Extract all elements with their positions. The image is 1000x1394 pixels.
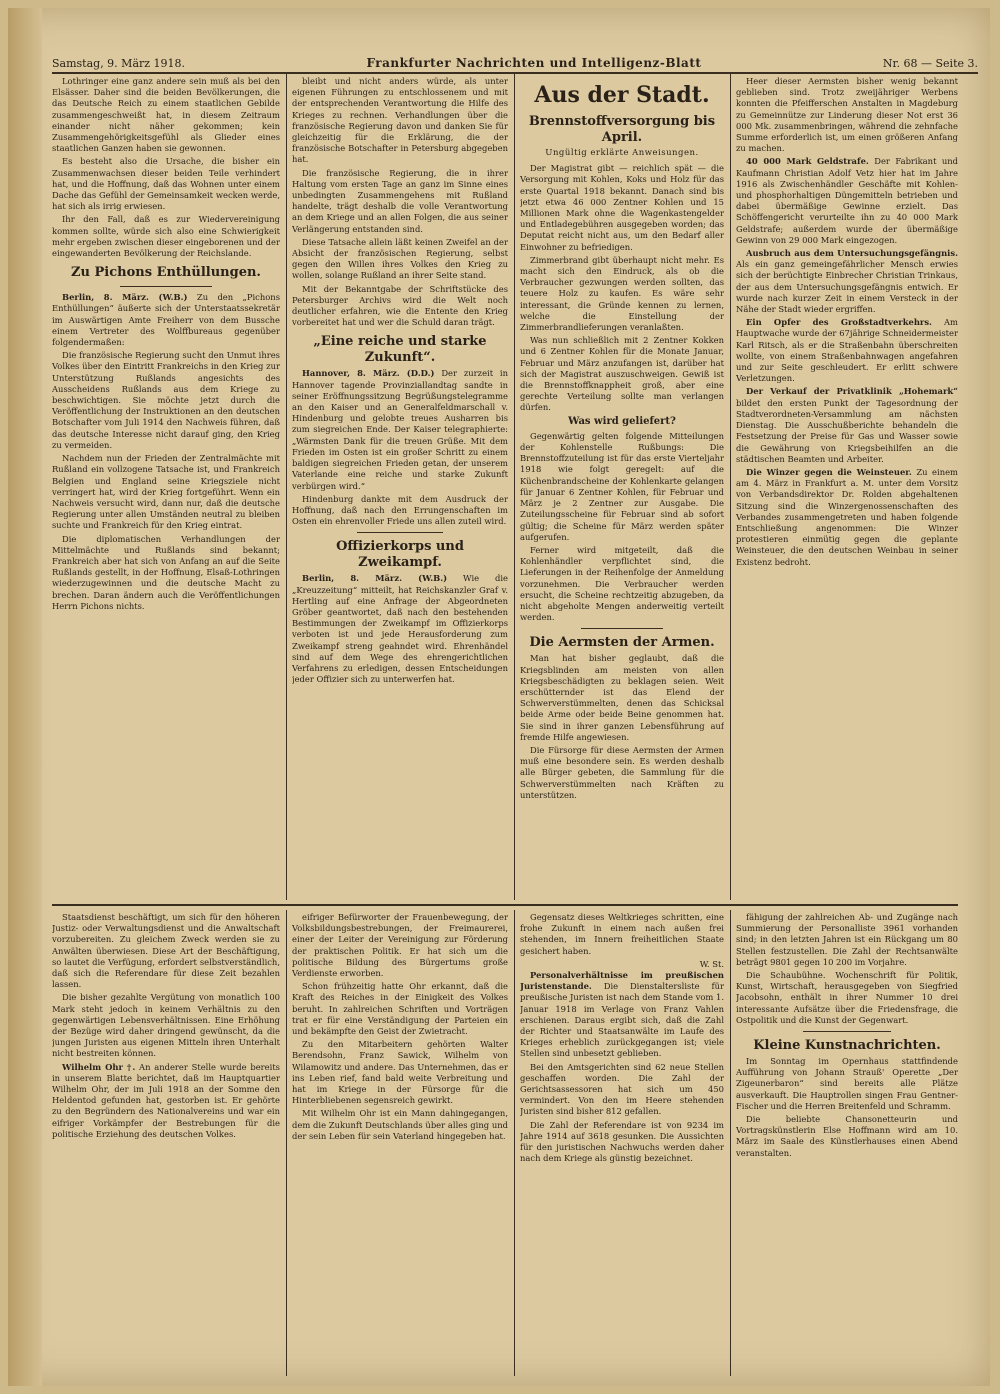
separator xyxy=(581,628,663,629)
inline-heading: Personalverhältnisse im preußischen Juristenstande. xyxy=(520,970,724,992)
dateline: Berlin, 8. März. (W.B.) xyxy=(302,573,448,584)
paragraph: Die Dienstaltersliste für preußische Juristen ist nach dem Stande vom 1. Januar 1918 im Verlage von Franz Vahlen erschienen. Daraus ergibt sich, daß die Zahl der Richter und Staatsanwälte im Laufe des Krieges erheblich zurückgegangen ist; viele Stellen sind unbesetzt geblieben. xyxy=(520,981,724,1059)
paragraph: Schon frühzeitig hatte Ohr erkannt, daß die Kraft des Reiches in der Einigkeit des Volkes beruht. In zahlreichen Schriften und Vorträgen trat er für eine Verständigung der Parteien ein und bekämpfte den Geist der Zwietracht. xyxy=(292,981,508,1037)
article-subheading: Ungültig erklärte Anweisungen. xyxy=(545,148,699,158)
paragraph: Die französische Regierung, die in ihrer Haltung vom ersten Tage an ganz im Sinne eines unbedingten Zusammengehens mit Rußland handelte, trägt deshalb die volle Verantwortung an dem Kriege und an allen Folgen, die aus seiner Verlängerung entstanden sind. xyxy=(292,167,508,234)
paragraph: bildet den ersten Punkt der Tagesordnung der Stadtverordneten-Versammlung am nächsten Dienstag. Die Ausschußberichte behandeln die Festsetzung der Preise für Gas und Wasser sowie die Gewährung von Kriegsbeihilfen an die städtischen Beamten und Arbeiter. xyxy=(736,397,958,464)
article-heading: Die Aermsten der Armen. xyxy=(529,635,715,651)
paragraph: Die Schaubühne. Wochenschrift für Politik, Kunst, Wirtschaft, herausgegeben von Siegfried Jacobsohn, enthält in ihrer Nummer 10 drei interessante Aufsätze über die Friedensfrage, die Ostpolitik und die Kunst der Gegenwart. xyxy=(736,970,958,1025)
separator xyxy=(357,532,443,533)
article-heading: Brennstoffversorgung bis April. xyxy=(528,114,716,145)
paragraph: Im Sonntag im Opernhaus stattfindende Aufführung von Johann Strauß' Operette „Der Zigeunerbaron“ sind bereits alle Plätze ausverkauft. Die Hauptrollen singen Frau Gentner-Fischer und die Herren Breitenfeld und Schramm. xyxy=(736,1056,958,1111)
masthead: Frankfurter Nachrichten und Intelligenz-Blatt xyxy=(366,56,702,70)
paragraph: eifriger Befürworter der Frauenbewegung, der Volksbildungsbestrebungen, der Freimaurerei, einer der Leiter der Vereinigung zur Förderung der praktischen Politik. Er hat sich um die politische Bildung des Bürgertums große Verdienste erworben. xyxy=(292,912,508,979)
column-rule xyxy=(514,910,515,1376)
header-issue: Nr. 68 — Seite 3. xyxy=(882,57,978,70)
lower-column-3 xyxy=(520,912,724,1376)
paragraph: Man hat bisher geglaubt, daß die Kriegsblinden am meisten von allen Kriegsbeschädigten zu beklagen seien. Weit erschütternder ist das Elend der Schwerverstümmelten, denen das Schicksal beide Arme oder beide Beine genommen hat. Sie sind in ihrer ganzen Lebensführung auf fremde Hilfe angewiesen. xyxy=(520,653,724,742)
page-header xyxy=(52,48,978,74)
column-2 xyxy=(292,76,508,898)
lower-column-2 xyxy=(292,912,508,1376)
column-rule xyxy=(286,910,287,1376)
column-1 xyxy=(52,76,280,898)
column-rule xyxy=(514,74,515,900)
paragraph: Was nun schließlich mit 2 Zentner Kokken und 6 Zentner Kohlen für die Monate Januar, Februar und März anzufangen ist, darüber hat sich der Magistrat auszuschweigen. Gewiß ist die Brennstoffknappheit groß, aber eine gerechte Verteilung sollte man verlangen dürfen. xyxy=(520,335,724,413)
paragraph: Der Fabrikant und Kaufmann Christian Adolf Vetz hier hat im Jahre 1916 als Zwischenhändler Geschäfte mit Kohlen- und phosphorhaltigen Düngemitteln betrieben und dabei übermäßige Gewinne erzielt. Das Schöffengericht verurteilte ihn zu 40 000 Mark Geldstrafe; außerdem wurde der übermäßige Gewinn von 29 000 Mark eingezogen. xyxy=(736,156,958,245)
article-heading: Kleine Kunstnachrichten. xyxy=(753,1038,941,1054)
binding-edge xyxy=(8,8,42,1386)
article-heading: Zu Pichons Enthüllungen. xyxy=(71,265,261,281)
dateline: Berlin, 8. März. (W.B.) xyxy=(62,292,188,303)
paragraph: Zimmerbrand gibt überhaupt nicht mehr. Es macht sich den Eindruck, als ob die Verbraucher gezwungen werden sollten, das teuere Holz zu kaufen. Es wäre sehr interessant, die Gründe kennen zu lernen, welche die Einstellung der Zimmerbrandlieferungen veranlaßten. xyxy=(520,254,724,333)
paragraph: Die französische Regierung sucht den Unmut ihres Volkes über den Eintritt Frankreichs in den Krieg zur Unterstützung Rußlands angesichts des Ausscheidens Rußlands aus dem Kriege zu beschwichtigen. Sie möchte jetzt durch die Veröffentlichung der Instruktionen an den deutschen Botschafter vom Juli 1914 den Nachweis führen, daß das deutsche Interesse nicht darauf ging, den Krieg zu vermeiden. xyxy=(52,350,280,450)
paragraph: Die bisher gezahlte Vergütung von monatlich 100 Mark steht jedoch in keinem Verhältnis zu den gegenwärtigen Lebensverhältnissen. Eine Erhöhung der Bezüge wird daher dringend gewünscht, da die jungen Juristen aus eigenen Mitteln ihren Unterhalt nicht bestreiten können. xyxy=(52,992,280,1059)
paragraph: Gegensatz dieses Weltkrieges schritten, eine frohe Zukunft in einem nach außen frei stehenden, im Innern freiheitlichen Staate gesichert haben. xyxy=(520,912,724,956)
paragraph: Mit Wilhelm Ohr ist ein Mann dahingegangen, dem die Zukunft Deutschlands über alles ging und der sein Leben für sein Vaterland hingegeben hat. xyxy=(292,1108,508,1141)
lower-column-4 xyxy=(736,912,958,1376)
paragraph: Wie die „Kreuzzeitung“ mitteilt, hat Reichskanzler Graf v. Hertling auf eine Anfrage der Abgeordneten Gröber geantwortet, daß nach den bestehenden Bestimmungen der Zweikampf im Offizierkorps verboten ist und jede Herausforderung zum Zweikampf streng geahndet wird. Ehrenhändel sind auf dem Wege des ehrengerichtlichen Verfahrens zu erledigen, dessen Entscheidungen jeder Offizier sich zu unterwerfen hat. xyxy=(292,573,508,685)
paragraph: Ihr den Fall, daß es zur Wiedervereinigung kommen sollte, würde sich also eine Schwierigkeit mehr ergeben zwischen dieser eingeborenen und der eingewanderten Bevölkerung der Reichslande. xyxy=(52,214,280,259)
article-heading: „Eine reiche und starke Zukunft“. xyxy=(313,334,487,366)
paragraph: Ferner wird mitgeteilt, daß die Kohlenhändler verpflichtet sind, die Lieferungen in der Reihenfolge der Anmeldung vorzunehmen. Die Verbraucher werden ersucht, die Scheine rechtzeitig abzugeben, da nicht abgeholte Mengen anderweitig verteilt werden. xyxy=(520,544,724,623)
paragraph: Heer dieser Aermsten bisher wenig bekannt geblieben sind. Trotz zweijähriger Werbens konnten die Pfeifferschen Anstalten in Magdeburg zu Gemeinnütze zur Linderung dieser Not erst 36 000 Mk. zusammenbringen, während die zehnfache Summe erforderlich ist, um einen größeren Anfang zu machen. xyxy=(736,76,958,154)
column-rule xyxy=(286,74,287,900)
inline-heading: Der Verkauf der Privatklinik „Hohemark“ xyxy=(746,386,958,397)
paragraph: Nachdem nun der Frieden der Zentralmächte mit Rußland ein vollzogene Tatsache ist, und Frankreich Belgien und England seine Kriegsziele nicht verringert hat, wird der Krieg fortgeführt. Wenn ein Nachweis versucht wird, dann nur, daß die deutsche Regierung unter allen Umständen neutral zu bleiben suchte und Frankreich für den Krieg eintrat. xyxy=(52,453,280,531)
inline-heading: Wilhelm Ohr †. xyxy=(62,1061,136,1072)
paragraph: bleibt und nicht anders würde, als unter eigenen Führungen zu entschlossenem und mit der entsprechenden Verantwortung die Hilfe des Krieges zu rechnen. Verhandlungen über die französische Regierung davon und danken Sie für gleichzeitig für die Erklärung, die der französische Botschafter in Petersburg abgegeben hat. xyxy=(292,76,508,165)
inline-heading: Ein Opfer des Großstadtverkehrs. xyxy=(746,317,932,328)
paragraph: Gegenwärtig gelten folgende Mitteilungen der Kohlenstelle Rußbungs: Die Brennstoffzuteilung ist für das erste Vierteljahr 1918 wie folgt geregelt: auf die Küchenbrandscheine der Kohlenkarte gelangen für Januar 6 Zentner Kohlen, für Februar und März je 2 Zentner zur Ausgabe. Die Zuteilungsscheine für Februar sind ab sofort gültig; die Scheine für März werden später aufgerufen. xyxy=(520,430,724,542)
paragraph: Es besteht also die Ursache, die bisher ein Zusammenwachsen dieser beiden Teile verhindert hat, und die Hoffnung, daß das Wohnen unter einem Dache das Gefühl der Gemeinsamkeit wecken werde, hat sich als irrig erwiesen. xyxy=(52,156,280,212)
signature: W. St. xyxy=(699,958,724,969)
paragraph: Als ein ganz gemeingefährlicher Mensch erwies sich der berüchtigte Einbrecher Christian Trinkaus, der aus dem Untersuchungsgefängnis entwich. Er wurde nach kurzer Zeit in einem Versteck in der Nähe der Stadt wieder ergriffen. xyxy=(736,259,958,315)
section-rule xyxy=(52,904,958,906)
article-subheading: Was wird geliefert? xyxy=(568,415,676,427)
paragraph: Lothringer eine ganz andere sein muß als bei den Elsässer. Daher sind die beiden Bevölkerungen, die das Deutsche Reich zu einem staatlichen Gebilde zusammengeschweißt hat, in diesem Zeitraum einander nicht näher gekommen; kein Zusammengehörigkeitsgefühl als Glieder eines staatlichen Ganzen haben sie gewonnen. xyxy=(52,76,280,154)
column-4 xyxy=(736,76,958,898)
paragraph: An anderer Stelle wurde bereits in unserem Blatte berichtet, daß im Hauptquartier Wilhelm Ohr, der im Juli 1918 an der Somme den Heldentod gefunden hat, gestorben ist. Er gehörte zu den Begründern des Nationalvereins und war ein eifriger Vorkämpfer der Bestrebungen für die politische Erziehung des deutschen Volkes. xyxy=(52,1061,280,1139)
paragraph: Zu den Mitarbeitern gehörten Walter Berendsohn, Franz Sawick, Wilhelm von Wilamowitz und andere. Das Unternehmen, das er ins Leben rief, fand bald weite Verbreitung und hat im Kriege in der Fürsorge für die Hinterbliebenen segensreich gewirkt. xyxy=(292,1039,508,1106)
paragraph: Die diplomatischen Verhandlungen der Mittelmächte und Rußlands sind bekannt; Frankreich aber hat sich von Anfang an auf die Seite Rußlands gestellt, in der Hoffnung, Elsaß-Lothringen wiederzugewinnen und die deutsche Macht zu brechen. Daran ändern auch die Veröffentlichungen Herrn Pichons nichts. xyxy=(52,533,280,611)
paragraph: Am Hauptwache wurde der 67jährige Schneidermeister Karl Ritsch, als er die Straßenbahn überschreiten wollte, von einem Straßenbahnwagen angefahren und zur Seite geschleudert. Er erlitt schwere Verletzungen. xyxy=(736,317,958,384)
paragraph: Zu den „Pichons Enthüllungen“ äußerte sich der Unterstaatssekretär im Auswärtigen Amte Freiherr von dem Bussche einem Vertreter des Wolffbureaus gegenüber folgendermaßen: xyxy=(52,292,280,348)
article-heading: Offizierkorps und Zweikampf. xyxy=(336,539,464,571)
paragraph: Der zurzeit in Hannover tagende Provinziallandtag sandte in seiner Eröffnungssitzung Begrüßungstelegramme an den Kaiser und an Generalfeldmarschall v. Hindenburg und gelobte treues Ausharren bis zum siegreichen Ende. Der Kaiser telegraphierte: „Wärmsten Dank für die treuen Grüße. Mit dem Frieden im Osten ist ein großer Schritt zu einem baldigen siegreichen Frieden getan, der unserem Vaterlande eine reiche und starke Zukunft verbürgen wird.“ xyxy=(292,368,508,491)
paragraph: Zu einem am 4. März in Frankfurt a. M. unter dem Vorsitz von Verbandsdirektor Dr. Rolden abgehaltenen Sitzung sind die Winzergenossenschaften des Verbandes zusammengetreten und haben folgende Entschließung angenommen: Die Winzer protestieren einmütig gegen die geplante Weinsteuer, die den deutschen Weinbau in seiner Existenz bedroht. xyxy=(736,466,958,567)
paragraph: Staatsdienst beschäftigt, um sich für den höheren Justiz- oder Verwaltungsdienst und die Anwaltschaft vorzubereiten. Zu gleichem Zweck werden sie zu Anwälten überwiesen. Diese Art der Beschäftigung, so lautet die Verfügung, erfordert selbstverständlich, daß sich die Referendare für diese Zeit bezahlen lassen. xyxy=(52,912,280,990)
paragraph: fähigung der zahlreichen Ab- und Zugänge nach Summierung der Personalliste 3961 vorhanden sind; in den letzten Jahren ist ein Rückgang um 80 Stellen festzustellen. Die Zahl der Rechtsanwälte beträgt 9801 gegen 10 200 im Vorjahre. xyxy=(736,912,958,967)
paragraph: Mit der Bekanntgabe der Schriftstücke des Petersburger Archivs wird die Welt noch deutlicher erfahren, wie die Entente den Krieg vorbereitet hat und wer die Schuld daran trägt. xyxy=(292,283,508,328)
lower-column-1 xyxy=(52,912,280,1376)
inline-heading: Ausbruch aus dem Untersuchungsgefängnis. xyxy=(746,248,958,259)
column-rule xyxy=(730,910,731,1376)
separator xyxy=(120,286,211,287)
paragraph: Die Zahl der Referendare ist von 9234 im Jahre 1914 auf 3618 gesunken. Die Aussichten für den juristischen Nachwuchs werden daher nach dem Kriege als günstig bezeichnet. xyxy=(520,1119,724,1164)
inline-heading: Die Winzer gegen die Weinsteuer. xyxy=(746,466,912,477)
header-date: Samstag, 9. März 1918. xyxy=(52,57,186,70)
paragraph: Diese Tatsache allein läßt keinen Zweifel an der Absicht der französischen Regierung, selbst gegen den Willen ihres Volkes den Krieg zu wollen, solange Rußland an ihrer Seite stand. xyxy=(292,236,508,281)
section-heading: Aus der Stadt. xyxy=(534,82,710,108)
column-3 xyxy=(520,76,724,898)
dateline: Hannover, 8. März. (D.D.) xyxy=(302,368,435,379)
column-rule xyxy=(730,74,731,900)
inline-heading: 40 000 Mark Geldstrafe. xyxy=(746,156,869,167)
paragraph: Die beliebte Chansonetteurin und Vortragskünstlerin Else Hoffmann wird am 10. März im Saale des Künstlerhauses einen Abend veranstalten. xyxy=(736,1114,958,1158)
paragraph: Die Fürsorge für diese Aermsten der Armen muß eine besondere sein. Es werden deshalb alle Bürger gebeten, die Sammlung für die Schwerverstümmelten nach Kräften zu unterstützen. xyxy=(520,744,724,800)
separator xyxy=(803,1031,892,1032)
paragraph: Bei den Amtsgerichten sind 62 neue Stellen geschaffen worden. Die Zahl der Gerichtsassessoren hat sich um 450 vermindert. Von den im Heere stehenden Juristen sind bisher 812 gefallen. xyxy=(520,1061,724,1117)
paragraph: Hindenburg dankte mit dem Ausdruck der Hoffnung, daß nach den Errungenschaften im Osten ein ehrenvoller Friede uns allen zuteil wird. xyxy=(292,493,508,527)
newspaper-page xyxy=(8,8,990,1386)
paragraph: Der Magistrat gibt — reichlich spät — die Versorgung mit Kohlen, Koks und Holz für das erste Quartal 1918 bekannt. Danach sind bis jetzt etwa 46 000 Zentner Kohlen und 15 Millionen Mark ohne die Wagenkastengelder und Entladegebühren ausgegeben worden; das Deputat reicht nicht aus, um den Bedarf aller Einwohner zu befriedigen. xyxy=(520,163,724,252)
